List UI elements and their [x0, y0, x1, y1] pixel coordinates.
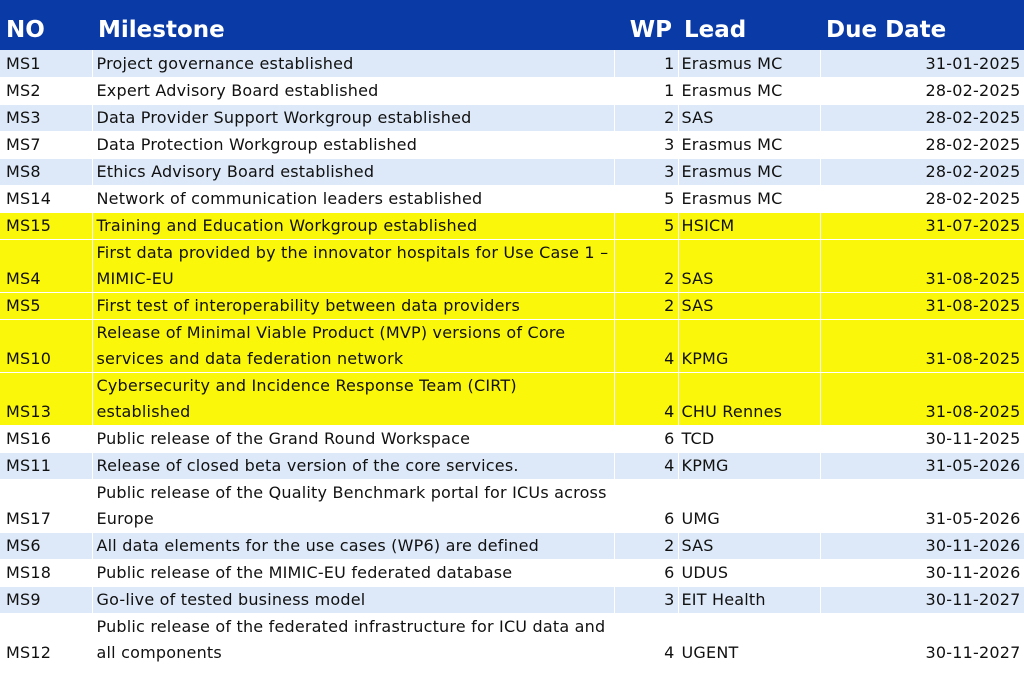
cell-no: MS12	[0, 613, 92, 666]
cell-wp: 1	[614, 50, 678, 77]
table-row	[0, 185, 1024, 212]
cell-milestone: Public release of the MIMIC-EU federated database	[92, 559, 614, 586]
cell-milestone: Data Protection Workgroup established	[92, 131, 614, 158]
cell-wp: 3	[614, 586, 678, 613]
cell-wp: 1	[614, 77, 678, 104]
cell-lead: Erasmus MC	[678, 131, 820, 158]
table-row	[0, 212, 1024, 239]
cell-no: MS16	[0, 425, 92, 452]
cell-milestone: All data elements for the use cases (WP6) are defined	[92, 532, 614, 559]
cell-lead: CHU Rennes	[678, 372, 820, 425]
cell-lead: Erasmus MC	[678, 50, 820, 77]
cell-due-date: 30-11-2027	[820, 613, 1024, 666]
cell-wp: 4	[614, 613, 678, 666]
cell-milestone: Project governance established	[92, 50, 614, 77]
cell-lead: SAS	[678, 292, 820, 319]
cell-no: MS3	[0, 104, 92, 131]
cell-no: MS15	[0, 212, 92, 239]
header-wp: WP	[629, 17, 672, 43]
cell-due-date: 31-05-2026	[820, 452, 1024, 479]
cell-no: MS1	[0, 50, 92, 77]
cell-lead: EIT Health	[678, 586, 820, 613]
cell-no: MS4	[0, 239, 92, 292]
cell-milestone: Release of Minimal Viable Product (MVP) versions of Core services and data federation network	[92, 319, 614, 372]
table-row	[0, 613, 1024, 666]
cell-no: MS2	[0, 77, 92, 104]
cell-due-date: 31-08-2025	[820, 239, 1024, 292]
cell-due-date: 30-11-2025	[820, 425, 1024, 452]
header-milestone: Milestone	[98, 17, 225, 43]
cell-milestone: Data Provider Support Workgroup established	[92, 104, 614, 131]
cell-due-date: 30-11-2026	[820, 559, 1024, 586]
cell-lead: SAS	[678, 239, 820, 292]
cell-milestone: Cybersecurity and Incidence Response Team (CIRT) established	[92, 372, 614, 425]
table-row	[0, 586, 1024, 613]
cell-lead: UGENT	[678, 613, 820, 666]
table-row	[0, 479, 1024, 532]
cell-milestone: Expert Advisory Board established	[92, 77, 614, 104]
cell-milestone: Public release of the Grand Round Workspace	[92, 425, 614, 452]
cell-due-date: 30-11-2027	[820, 586, 1024, 613]
cell-due-date: 31-08-2025	[820, 292, 1024, 319]
cell-milestone: Release of closed beta version of the core services.	[92, 452, 614, 479]
cell-wp: 2	[614, 292, 678, 319]
cell-lead: Erasmus MC	[678, 158, 820, 185]
cell-due-date: 31-08-2025	[820, 319, 1024, 372]
cell-no: MS10	[0, 319, 92, 372]
cell-milestone: First data provided by the innovator hospitals for Use Case 1 – MIMIC-EU	[92, 239, 614, 292]
cell-lead: TCD	[678, 425, 820, 452]
cell-milestone: Network of communication leaders established	[92, 185, 614, 212]
cell-milestone: Ethics Advisory Board established	[92, 158, 614, 185]
cell-milestone: Training and Education Workgroup established	[92, 212, 614, 239]
cell-lead: Erasmus MC	[678, 77, 820, 104]
table-row	[0, 77, 1024, 104]
cell-no: MS11	[0, 452, 92, 479]
cell-wp: 3	[614, 158, 678, 185]
table-row	[0, 292, 1024, 319]
cell-wp: 6	[614, 479, 678, 532]
cell-wp: 4	[614, 452, 678, 479]
cell-lead: HSICM	[678, 212, 820, 239]
cell-milestone: Go-live of tested business model	[92, 586, 614, 613]
cell-wp: 6	[614, 425, 678, 452]
table-row	[0, 104, 1024, 131]
cell-wp: 5	[614, 212, 678, 239]
cell-no: MS13	[0, 372, 92, 425]
table-header-row	[0, 0, 1024, 50]
cell-due-date: 31-05-2026	[820, 479, 1024, 532]
cell-due-date: 28-02-2025	[820, 131, 1024, 158]
table-row	[0, 425, 1024, 452]
cell-due-date: 31-07-2025	[820, 212, 1024, 239]
cell-wp: 2	[614, 239, 678, 292]
cell-no: MS17	[0, 479, 92, 532]
cell-due-date: 28-02-2025	[820, 158, 1024, 185]
cell-due-date: 31-08-2025	[820, 372, 1024, 425]
cell-due-date: 28-02-2025	[820, 77, 1024, 104]
cell-due-date: 30-11-2026	[820, 532, 1024, 559]
cell-lead: SAS	[678, 532, 820, 559]
cell-no: MS6	[0, 532, 92, 559]
header-lead: Lead	[684, 17, 747, 43]
cell-wp: 4	[614, 372, 678, 425]
cell-wp: 6	[614, 559, 678, 586]
table-row	[0, 319, 1024, 372]
cell-wp: 2	[614, 104, 678, 131]
cell-wp: 2	[614, 532, 678, 559]
cell-lead: UDUS	[678, 559, 820, 586]
cell-lead: Erasmus MC	[678, 185, 820, 212]
cell-due-date: 28-02-2025	[820, 104, 1024, 131]
table-row	[0, 158, 1024, 185]
table-row	[0, 532, 1024, 559]
cell-milestone: First test of interoperability between data providers	[92, 292, 614, 319]
table-body	[0, 50, 1024, 666]
cell-no: MS8	[0, 158, 92, 185]
cell-lead: KPMG	[678, 319, 820, 372]
cell-lead: UMG	[678, 479, 820, 532]
table-row	[0, 131, 1024, 158]
cell-due-date: 28-02-2025	[820, 185, 1024, 212]
cell-no: MS7	[0, 131, 92, 158]
cell-milestone: Public release of the federated infrastructure for ICU data and all components	[92, 613, 614, 666]
cell-no: MS5	[0, 292, 92, 319]
cell-no: MS18	[0, 559, 92, 586]
cell-lead: KPMG	[678, 452, 820, 479]
cell-due-date: 31-01-2025	[820, 50, 1024, 77]
cell-wp: 4	[614, 319, 678, 372]
cell-no: MS9	[0, 586, 92, 613]
table-row	[0, 50, 1024, 77]
table-row	[0, 452, 1024, 479]
header-due-date: Due Date	[826, 17, 947, 43]
cell-milestone: Public release of the Quality Benchmark portal for ICUs across Europe	[92, 479, 614, 532]
cell-wp: 5	[614, 185, 678, 212]
cell-lead: SAS	[678, 104, 820, 131]
table-row	[0, 372, 1024, 425]
cell-no: MS14	[0, 185, 92, 212]
cell-wp: 3	[614, 131, 678, 158]
header-no: NO	[6, 17, 45, 43]
table-row	[0, 239, 1024, 292]
table-row	[0, 559, 1024, 586]
